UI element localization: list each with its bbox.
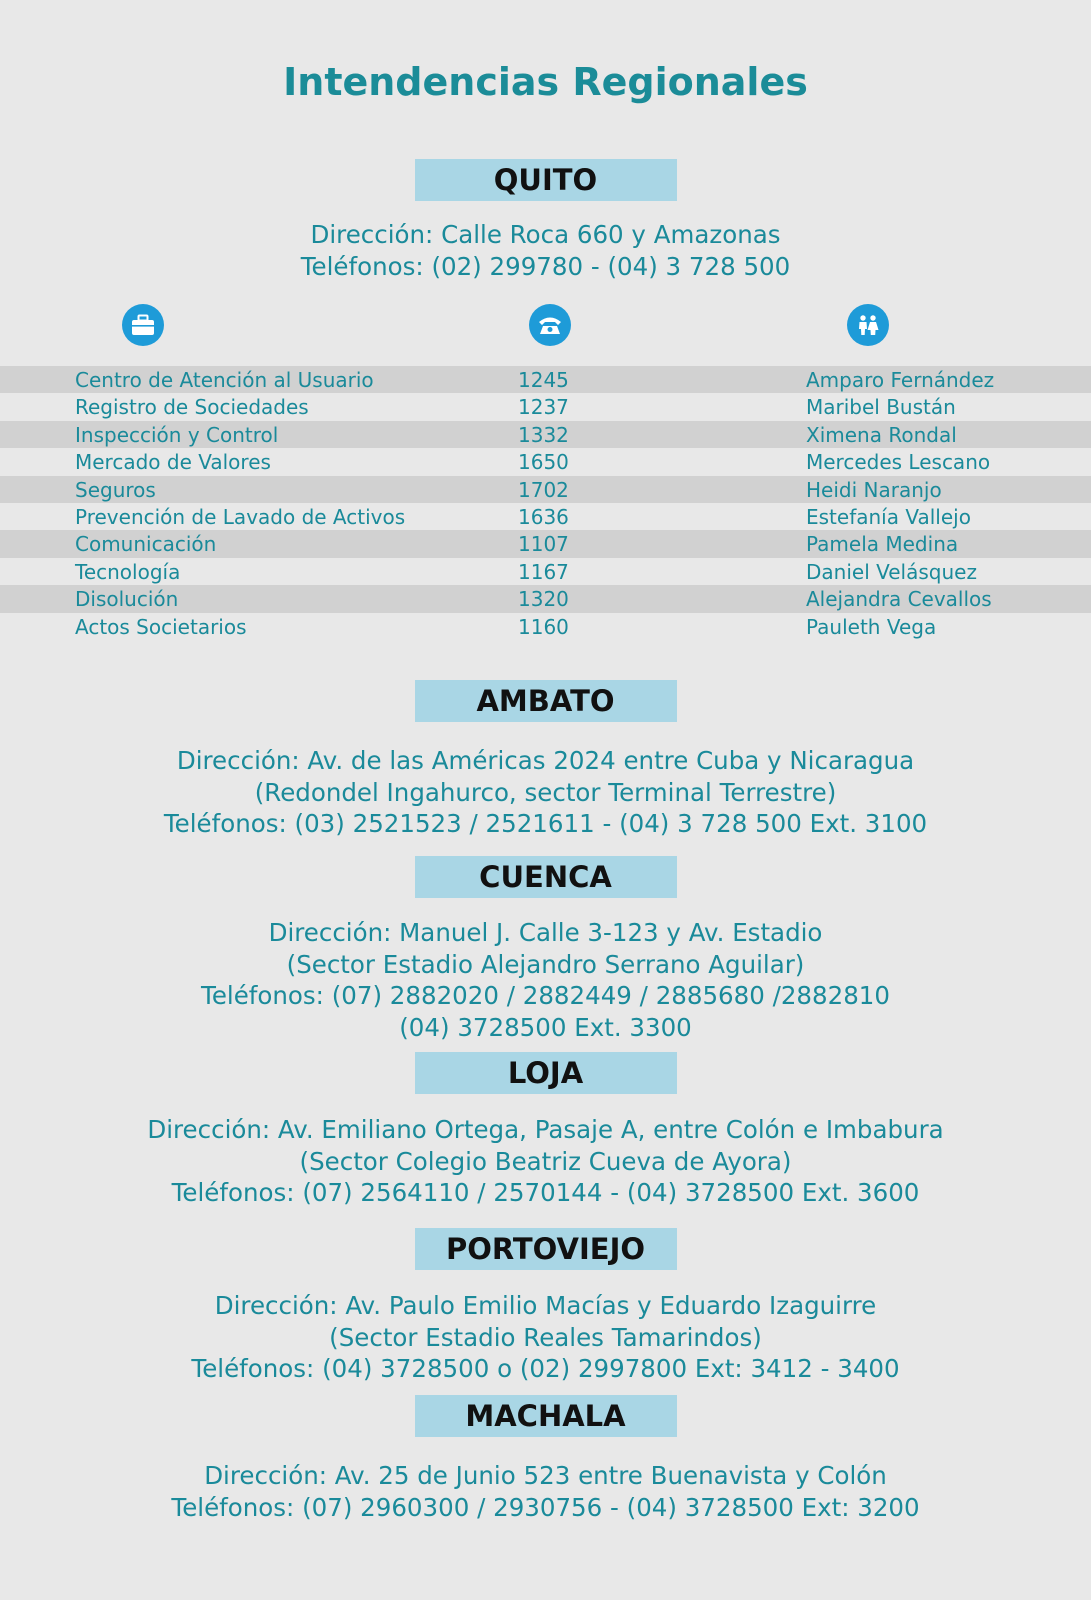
contact-name-cell: Maribel Bustán (806, 395, 956, 420)
contact-name-cell: Daniel Velásquez (806, 559, 977, 584)
extension-cell: 1650 (518, 450, 569, 475)
extension-cell: 1237 (518, 395, 569, 420)
quito-directory-table (0, 366, 1091, 640)
table-row (0, 503, 1091, 530)
contact-name-cell: Amparo Fernández (806, 368, 995, 392)
cuenca-info (0, 917, 1091, 1043)
portoviejo-address: Dirección: Av. Paulo Emilio Macías y Eduardo Izaguirre (214, 1291, 877, 1320)
ambato-address: Dirección: Av. de las Américas 2024 entre Cuba y Nicaragua (176, 746, 915, 775)
table-row (0, 613, 1091, 640)
machala-info (0, 1460, 1091, 1523)
table-row (0, 530, 1091, 557)
ambato-phones: Teléfonos: (03) 2521523 / 2521611 - (04) 3 728 500 Ext. 3100 (163, 809, 928, 838)
quito-phones: Teléfonos: (02) 299780 - (04) 3 728 500 (300, 251, 791, 281)
briefcase-icon (122, 304, 164, 346)
cuenca-phones-extra: (04) 3728500 Ext. 3300 (399, 1012, 692, 1042)
quito-info (0, 219, 1091, 282)
quito-address: Dirección: Calle Roca 660 y Amazonas (310, 220, 781, 249)
area-cell: Actos Societarios (75, 614, 247, 639)
extension-cell: 1636 (518, 504, 569, 529)
area-cell: Tecnología (75, 559, 181, 584)
people-icon (847, 304, 889, 346)
extension-cell: 1167 (518, 559, 569, 584)
city-badge-ambato: AMBATO (415, 680, 677, 722)
city-badge-machala: MACHALA (415, 1395, 677, 1437)
contact-name-cell: Alejandra Cevallos (806, 587, 992, 612)
city-badge-portoviejo: PORTOVIEJO (415, 1228, 677, 1270)
portoviejo-info (0, 1290, 1091, 1385)
contact-name-cell: Estefanía Vallejo (806, 504, 971, 529)
area-cell: Disolución (75, 587, 179, 612)
contact-name-cell: Heidi Naranjo (806, 477, 942, 502)
area-cell: Mercado de Valores (75, 450, 271, 475)
contact-name-cell: Pamela Medina (806, 532, 959, 557)
phone-icon (529, 304, 571, 346)
table-row (0, 585, 1091, 612)
cuenca-address: Dirección: Manuel J. Calle 3-123 y Av. Estadio (268, 918, 823, 947)
table-row (0, 366, 1091, 393)
extension-cell: 1160 (518, 614, 569, 639)
table-row (0, 421, 1091, 448)
area-cell: Inspección y Control (75, 422, 279, 447)
city-badge-quito: QUITO (415, 159, 677, 201)
loja-reference: (Sector Colegio Beatriz Cueva de Ayora) (299, 1146, 792, 1176)
ambato-info (0, 745, 1091, 840)
machala-address: Dirección: Av. 25 de Junio 523 entre Buenavista y Colón (204, 1461, 887, 1490)
contact-name-cell: Ximena Rondal (806, 422, 957, 447)
table-row (0, 558, 1091, 585)
area-cell: Registro de Sociedades (75, 395, 309, 420)
extension-cell: 1332 (518, 422, 569, 447)
table-row (0, 393, 1091, 420)
contact-name-cell: Mercedes Lescano (806, 450, 991, 475)
cuenca-reference: (Sector Estadio Alejandro Serrano Aguilar) (286, 949, 805, 979)
table-row (0, 476, 1091, 503)
area-cell: Centro de Atención al Usuario (75, 368, 374, 392)
loja-info (0, 1114, 1091, 1209)
portoviejo-reference: (Sector Estadio Reales Tamarindos) (329, 1322, 762, 1352)
contact-name-cell: Pauleth Vega (806, 614, 937, 639)
loja-address: Dirección: Av. Emiliano Ortega, Pasaje A, entre Colón e Imbabura (147, 1115, 944, 1144)
extension-cell: 1245 (518, 368, 569, 392)
page-title: Intendencias Regionales (283, 60, 808, 104)
area-cell: Comunicación (75, 532, 217, 557)
city-badge-cuenca: CUENCA (415, 856, 677, 898)
cuenca-phones: Teléfonos: (07) 2882020 / 2882449 / 2885680 /2882810 (201, 981, 890, 1010)
machala-phones: Teléfonos: (07) 2960300 / 2930756 - (04) 3728500 Ext: 3200 (171, 1492, 920, 1522)
ambato-reference: (Redondel Ingahurco, sector Terminal Terrestre) (254, 777, 837, 807)
extension-cell: 1107 (518, 532, 569, 557)
extension-cell: 1702 (518, 477, 569, 502)
area-cell: Prevención de Lavado de Activos (75, 504, 406, 529)
table-row (0, 448, 1091, 475)
portoviejo-phones: Teléfonos: (04) 3728500 o (02) 2997800 Ext: 3412 - 3400 (191, 1354, 900, 1383)
city-badge-loja: LOJA (415, 1052, 677, 1094)
area-cell: Seguros (75, 477, 156, 502)
extension-cell: 1320 (518, 587, 569, 612)
loja-phones: Teléfonos: (07) 2564110 / 2570144 - (04) 3728500 Ext. 3600 (171, 1178, 920, 1207)
